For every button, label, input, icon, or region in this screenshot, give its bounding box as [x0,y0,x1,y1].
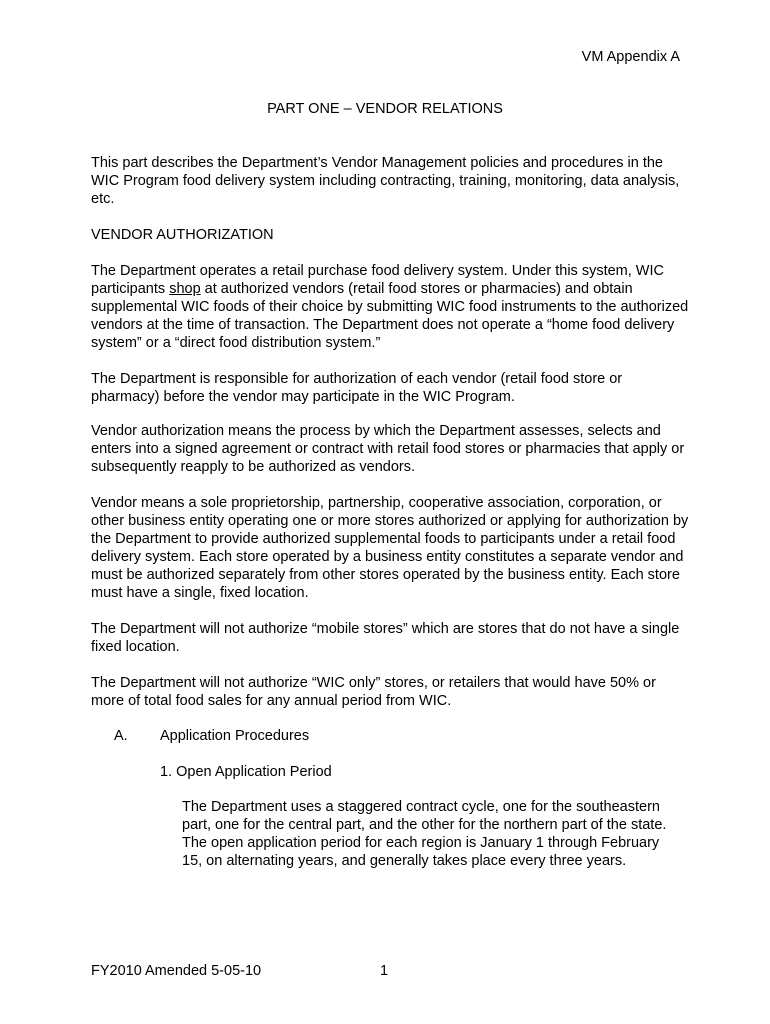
list-item-1-text: The Department uses a staggered contract cycle, one for the southeastern part, one for the central part, and the other for the northern part of the state. The open application period for each region is January 1 through February 15, on alternating years, and generally takes place every three years. [182,799,667,869]
vendor-authorization-text: Vendor authorization means the process by which the Department assesses, selects and enters into a signed agreement or contract with retail food stores or pharmacies that apply or subsequently reapply to be authorized as vendors. [91,423,685,475]
wic-only-paragraph [91,674,691,710]
intro-text: This part describes the Department’s Vendor Management policies and procedures in the WIC Program food delivery system including contracting, training, monitoring, data analysis, etc. [91,155,680,207]
mobile-stores-text: The Department will not authorize “mobile stores” which are stores that do not have a single fixed location. [91,621,680,655]
underlined-word: shop [169,281,201,297]
vendor-authorization-paragraph [91,422,691,476]
vendor-definition-paragraph [91,494,691,602]
responsible-text: The Department is responsible for authorization of each vendor (retail food store or pharmacy) before the vendor may participate in the WIC Program. [91,371,623,405]
appendix-label: VM Appendix A [581,49,680,65]
wic-only-text: The Department will not authorize “WIC only” stores, or retailers that would have 50% or more of total food sales for any annual period from WIC. [91,675,656,709]
footer-page-number: 1 [380,963,389,979]
list-item-a-title: Application Procedures [160,728,310,744]
operates-paragraph [91,262,691,352]
list-item-a-marker: A. [114,728,128,744]
responsible-paragraph [91,370,691,406]
operates-text-end: at authorized vendors (retail food stores or pharmacies) and obtain supplemental WIC foods of their choice by submitting WIC food instruments to the authorized vendors at the time of transaction. The Department does not operate a “home food delivery system” or a “direct food distribution system.” [91,281,689,351]
operates-text [91,262,691,352]
part-title: PART ONE – VENDOR RELATIONS [267,101,503,117]
operates-text-start: The Department operates a retail purchase food delivery system. Under this system, WIC participants [91,263,664,297]
list-item-1-title: 1. Open Application Period [160,764,332,780]
vendor-definition-text: Vendor means a sole proprietorship, partnership, cooperative association, corporation, or other business entity operating one or more stores authorized or applying for authorization by the Department to provide authorized supplemental foods to participants under a retail food delivery system. Each store operated by a business entity constitutes a separate vendor and must be authorized separately from other stores operated by the business entity. Each store must have a single, fixed location. [91,495,689,601]
footer-revision: FY2010 Amended 5-05-10 [91,963,262,979]
mobile-stores-paragraph [91,620,691,656]
section-heading-text: VENDOR AUTHORIZATION [91,227,274,243]
intro-paragraph [91,154,691,208]
section-heading [91,226,691,244]
list-item-1-paragraph [182,798,682,870]
